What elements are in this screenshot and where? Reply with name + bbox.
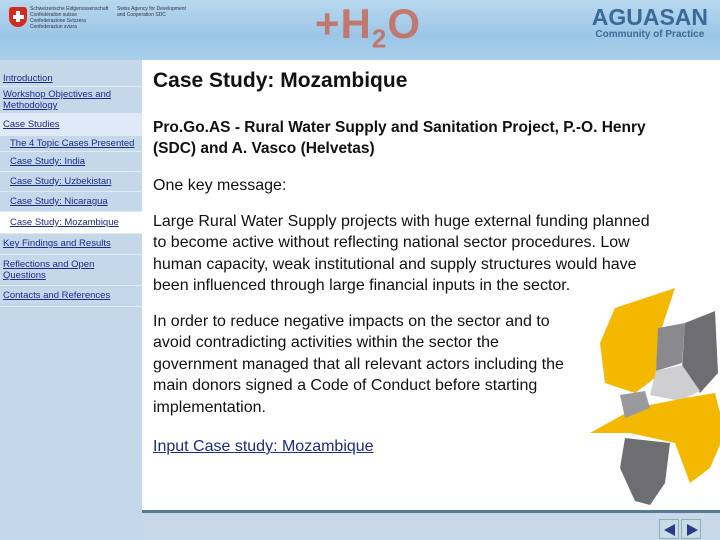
h2o-logo: $+H_2O$ (315, 0, 421, 54)
next-button[interactable] (681, 519, 701, 539)
nav-case-india[interactable]: Case Study: India (0, 152, 142, 172)
nav-workshop-objectives[interactable]: Workshop Objectives and Methodology (0, 87, 142, 114)
sdc-text (117, 6, 186, 18)
nav-case-mozambique[interactable]: Case Study: Mozambique (0, 212, 142, 234)
conf-line: Confédération suisse (30, 12, 77, 18)
conf-line: Confederazione Svizzera (30, 18, 86, 24)
nav-introduction[interactable]: Introduction (0, 71, 142, 87)
arrow-right-icon (687, 524, 698, 536)
nav-contacts[interactable]: Contacts and References (0, 286, 142, 307)
paragraph-2: In order to reduce negative impacts on the sector and to avoid contradicting activities within the sector the government managed that all relevant actors including the main donors signed a Code of Conduct before starting implementation. (153, 312, 564, 416)
nav-reflections[interactable]: Reflections and Open Questions (0, 255, 142, 286)
nav-topic-cases[interactable]: The 4 Topic Cases Presented (0, 136, 142, 152)
sidebar-nav (0, 60, 142, 510)
sdc-line: and Cooperation SDC (117, 12, 166, 18)
swiss-cross-icon (9, 7, 27, 27)
main-content (153, 66, 663, 456)
previous-button[interactable] (659, 519, 679, 539)
footer-bar (142, 510, 720, 540)
confederation-text (30, 6, 108, 30)
sdc-line: Swiss Agency for Development (117, 6, 186, 12)
brand-subtitle: Community of Practice (595, 29, 705, 40)
nav-case-uzbekistan[interactable]: Case Study: Uzbekistan (0, 172, 142, 192)
nav-case-nicaragua[interactable]: Case Study: Nicaragua (0, 192, 142, 212)
conf-line: Schweizerische Eidgenossenschaft (30, 6, 109, 12)
arrow-left-icon (664, 524, 675, 536)
paragraph-1: Large Rural Water Supply projects with huge external funding planned to become active without reflecting national sector procedures. Low human capacity, weak institutional and supply structures would have been influenced through large financial inputs in the sector. (153, 212, 650, 294)
header-banner (0, 0, 720, 60)
conf-line: Confederaziun svizra (30, 24, 77, 30)
nav-case-studies[interactable]: Case Studies (0, 114, 142, 136)
brand-title: AGUASAN (591, 4, 708, 30)
page-title: Case Study: Mozambique (153, 69, 408, 92)
aguasan-logo (592, 5, 708, 40)
input-case-study-link[interactable]: Input Case study: Mozambique (153, 438, 374, 455)
project-subtitle: Pro.Go.AS - Rural Water Supply and Sanitation Project, P.-O. Henry (SDC) and A. Vasco (Helvetas) (153, 119, 646, 157)
nav-key-findings[interactable]: Key Findings and Results (0, 234, 142, 255)
key-message-label: One key message: (153, 177, 287, 194)
sidebar-footer (0, 510, 142, 540)
